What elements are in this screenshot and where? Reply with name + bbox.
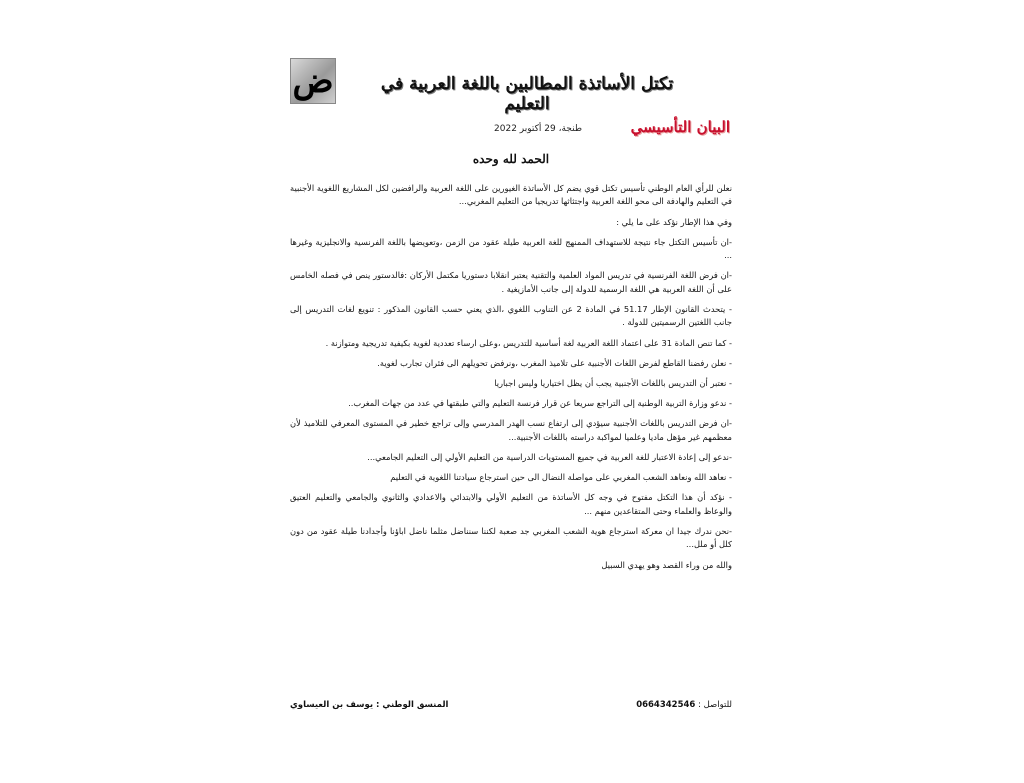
paragraph: -ان فرض التدريس باللغات الأجنبية سيؤدي إلى ارتفاع نسب الهدر المدرسي وإلى تراجع خطير في المستوى المعرفي للتلاميذ لأن معظمهم غير مؤهل ماديا وعلميا لمواكبة دراسته باللغات الأجنبية... — [290, 418, 732, 442]
praise-heading: الحمد لله وحده — [472, 152, 550, 166]
paragraph: - نعتبر أن التدريس باللغات الأجنبية يجب أن يظل اختياريا وليس اجباريا — [494, 378, 732, 389]
subheader-row — [290, 118, 732, 142]
paragraph: -ندعو إلى إعادة الاعتبار للغة العربية في جميع المستويات الدراسية من التعليم الأولي إلى التعليم الجامعي... — [367, 452, 732, 463]
document-title: تكتل الأساتذة المطالبين باللغة العربية في التعليم — [380, 74, 674, 114]
contact-info — [636, 700, 732, 710]
paragraph: - نعلن رفضنا القاطع لفرض اللغات الأجنبية على تلاميذ المغرب ،ونرفض تحويلهم الى فئران تجارب لغوية. — [377, 357, 732, 368]
paragraph: - نؤكد أن هذا التكتل مفتوح في وجه كل الأساتذة من التعليم الأولي والابتدائي والاعدادي والثانوي والجامعي والتعليم العتيق والوعاظ والعلماء وحتى المتقاعدين منهم ... — [290, 492, 732, 516]
paragraph: - كما تنص المادة 31 على اعتماد اللغة العربية لغة أساسية للتدريس ،وعلى ارساء تعددية لغوية بكيفية تدريجية ومتوازنة . — [325, 337, 732, 348]
paragraph: -نحن ندرك جيدا ان معركة استرجاع هوية الشعب المغربي جد صعبة لكننا سنناضل مثلما ناضل اباؤنا وأجدادنا طيلة عقود من دون كلل أو ملل... — [290, 526, 732, 550]
closing-line: والله من وراء القصد وهو يهدي السبيل — [601, 559, 732, 570]
document-page — [290, 50, 732, 750]
dad-letter-logo: ض — [290, 58, 336, 104]
paragraph: وفي هذا الإطار نؤكد على ما يلي : — [616, 216, 732, 227]
contact-label: للتواصل : — [698, 700, 732, 710]
paragraph: - يتحدث القانون الإطار 51.17 في المادة 2 عن التناوب اللغوي ،الذي يعني حسب القانون المذكور : تنويع لغات التدريس إلى جانب اللغتين الرسميتين للدولة . — [290, 304, 733, 328]
contact-phone: 0664342546 — [636, 700, 696, 710]
statement-body — [290, 182, 732, 579]
coordinator-name: المنسق الوطني : يوسف بن العيساوي — [290, 700, 449, 710]
paragraph: - نعاهد الله ونعاهد الشعب المغربي على مواصلة النضال الى حين استرجاع سيادتنا اللغوية في التعليم — [390, 472, 732, 483]
date-line: طنجة، 29 أكتوبر 2022 — [494, 124, 582, 134]
footer — [290, 700, 732, 716]
paragraph: -ان فرض اللغة الفرنسية في تدريس المواد العلمية والتقنية يعتبر انقلابا دستوريا مكتمل الأركان :فالدستور ينص في فصله الخامس على أن اللغة العربية هي اللغة الرسمية للدولة إلى جانب الأمازيغية . — [290, 270, 732, 294]
paragraph: نعلن للرأي العام الوطني تأسيس تكتل قوي يضم كل الأساتذة الغيورين على اللغة العربية والرافضين لكل المشاريع اللغوية الأجنبية في التعليم والهادفة الى محو اللغة العربية واجتثاثها تدريجيا من التعليم المغربي... — [290, 183, 732, 207]
statement-title: البيان التأسيسي — [630, 118, 730, 136]
paragraph: - ندعو وزارة التربية الوطنية إلى التراجع سريعا عن قرار فرنسة التعليم والتي طبقتها في عدد من جهات المغرب.. — [348, 398, 732, 409]
paragraph: -ان تأسيس التكتل جاء نتيجة للاستهداف الممنهج للغة العربية طيلة عقود من الزمن ،وتعويضها باللغة الفرنسية والانجليزية وغيرها ... — [290, 236, 732, 261]
